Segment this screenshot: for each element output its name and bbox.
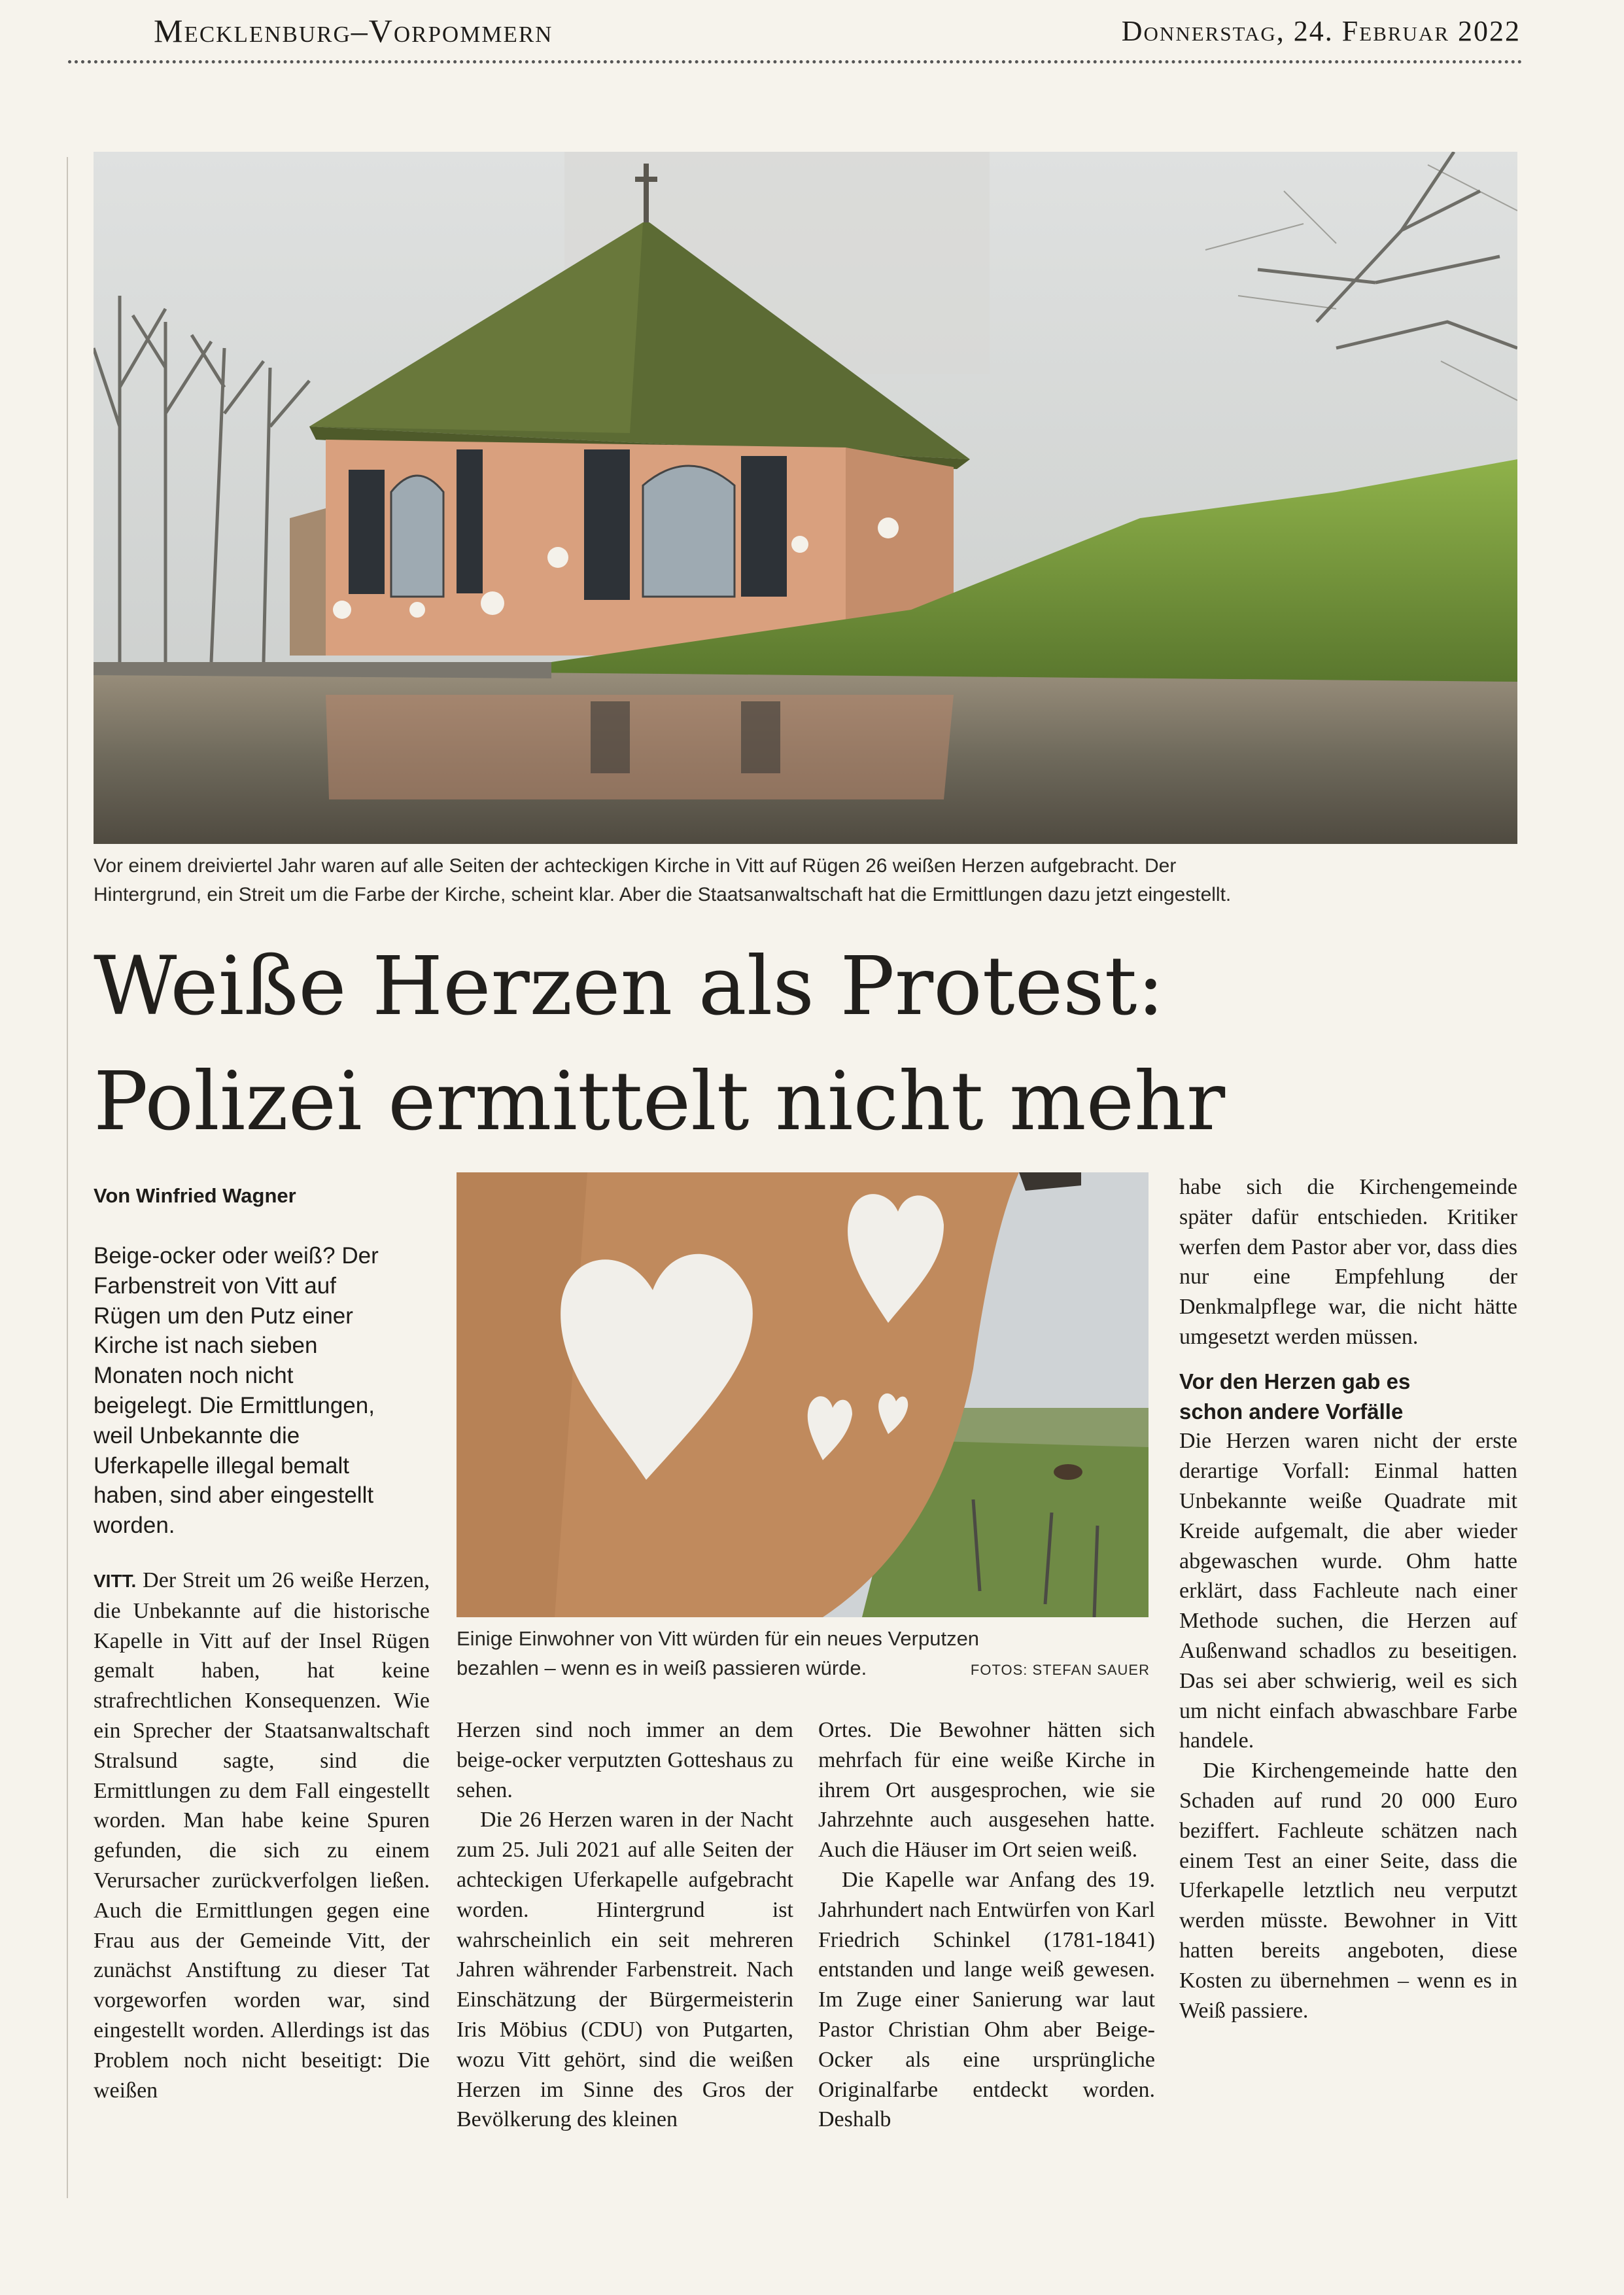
body-text: Der Streit um 26 weiße Herzen, die Unbekannte auf die historische Kapelle in Vitt auf der Insel Rügen gemalt haben, hat keine strafrechtlichen Konsequenzen. Wie ein Sprecher der Staatsanwaltschaft Stralsund sagte, sind die Ermittlungen zu dem Fall eingestellt worden. Man habe keine Spuren gefunden, die sich zu einem Verursacher zurückverfolgen ließen. Auch die Ermittlungen gegen eine Frau aus der Gemeinde Vitt, der zunächst Anstiftung zu dieser Tat vorgeworfen worden war, sind eingestellt worden. Allerdings ist das Problem noch nicht beseitigt: Die weißen (94, 1568, 430, 2103)
column-rule (67, 157, 68, 2198)
article-column-1 (94, 1566, 430, 2105)
lead-line: Monaten noch nicht (94, 1363, 294, 1389)
lead-line: Uferkapelle illegal bemalt (94, 1452, 350, 1479)
caption-line: bezahlen – wenn es in weiß passieren würde. (457, 1656, 867, 1679)
lead-line: Farbenstreit von Vitt auf (94, 1272, 336, 1299)
subheading-line: Vor den Herzen gab es (1179, 1369, 1411, 1393)
body-text: Ortes. Die Bewohner hätten sich mehrfach für eine weiße Kirche in ihrem Ort ausgesprochen, wie sie Jahrzehnte auch ausgesehen hatte. Auch die Häuser im Ort seien weiß. (818, 1718, 1155, 1863)
subheading (1179, 1367, 1517, 1427)
body-text: habe sich die Kirchengemeinde später dafür entschieden. Kritiker werfen dem Pastor aber vor, dass dies nur eine Empfehlung der Denkmalpflege war, die nicht hätte umgesetzt werden müssen. (1179, 1175, 1517, 1349)
photo-caption-mid (457, 1624, 1150, 1685)
section-header: Mecklenburg–Vorpommern (154, 12, 553, 49)
caption-line: Hintergrund, ein Streit um die Farbe der Kirche, scheint klar. Aber die Staatsanwaltschaft hat die Ermittlungen dazu jetzt eingestellt. (94, 884, 1232, 905)
lead-line: haben, sind aber eingestellt (94, 1482, 374, 1509)
issue-date: Donnerstag, 24. Februar 2022 (1121, 15, 1521, 47)
article-column-4 (1179, 1172, 1517, 2025)
body-text: Die 26 Herzen waren in der Nacht zum 25. Juli 2021 auf alle Seiten der achteckigen Uferkapelle aufgebracht worden. Hintergrund ist wahrscheinlich ein seit mehreren Jahren währender Farbenstreit. Nach Einschätzung der Bürgermeisterin Iris Möbius (CDU) von Putgarten, wozu Vitt gehört, sind die weißen Herzen im Sinne des Gros der Bevölkerung des kleinen (457, 1808, 793, 2132)
lead-line: Kirche ist nach sieben (94, 1333, 318, 1359)
caption-line: Einige Einwohner von Vitt würden für ein neues Verputzen (457, 1627, 980, 1650)
headline-line: Weiße Herzen als Protest: (94, 939, 1165, 1034)
chapel-photo (94, 152, 1517, 844)
headline (94, 929, 1500, 1159)
lead-line: beigelegt. Die Ermittlungen, (94, 1392, 375, 1418)
headline-line: Polizei ermittelt nicht mehr (94, 1055, 1226, 1149)
caption-row (457, 1653, 1150, 1685)
photo-caption-top (94, 852, 1519, 909)
lead-line: Beige-ocker oder weiß? Der (94, 1243, 379, 1269)
header-rule (68, 60, 1523, 63)
lead-paragraph (94, 1241, 434, 1541)
hearts-photo (457, 1172, 1149, 1617)
lead-line: Rügen um den Putz einer (94, 1303, 353, 1329)
body-text: Die Herzen waren nicht der erste derartige Vorfall: Einmal hatten Unbekannte weiße Quadrate mit Kreide aufgemalt, die aber wieder abgewaschen wurde. Ohm hatte erklärt, dass Fachleute nach einer Methode suchen, die Herzen auf Außenwand schadlos zu beseitigen. Das sei aber schwierig, weil es sich um nicht einfach abwaschbare Farbe handele. (1179, 1429, 1517, 1753)
lead-line: weil Unbekannte die (94, 1422, 300, 1448)
body-text: Die Kirchengemeinde hatte den Schaden auf rund 20 000 Euro beziffert. Fachleute schätzen nach einem Test an einer Seite, dass die Uferkapelle letztlich neu verputzt werden müsste. Bewohner in Vitt hatten bereits angeboten, diese Kosten zu übernehmen – wenn es in Weiß passiere. (1179, 1759, 1517, 2023)
lead-line: worden. (94, 1513, 175, 1539)
article-column-3 (818, 1715, 1155, 2135)
article-column-2 (457, 1715, 793, 2135)
body-text: Herzen sind noch immer an dem beige-ocker verputzten Gotteshaus zu sehen. (457, 1718, 793, 1802)
body-text: Die Kapelle war Anfang des 19. Jahrhundert nach Entwürfen von Karl Friedrich Schinkel (1781-1841) entstanden und lange weiß gewesen. Im Zuge einer Sanierung war laut Pastor Christian Ohm aber Beige-Ocker als eine ursprüngliche Originalfarbe entdeckt worden. Deshalb (818, 1867, 1155, 2132)
subheading-line: schon andere Vorfälle (1179, 1399, 1404, 1424)
caption-line: Vor einem dreiviertel Jahr waren auf alle Seiten der achteckigen Kirche in Vitt auf Rügen 26 weißen Herzen aufgebracht. Der (94, 855, 1177, 877)
photo-credit: FOTOS: STEFAN SAUER (970, 1662, 1150, 1678)
dateline: VITT. (94, 1571, 137, 1591)
byline: Von Winfried Wagner (94, 1184, 296, 1207)
